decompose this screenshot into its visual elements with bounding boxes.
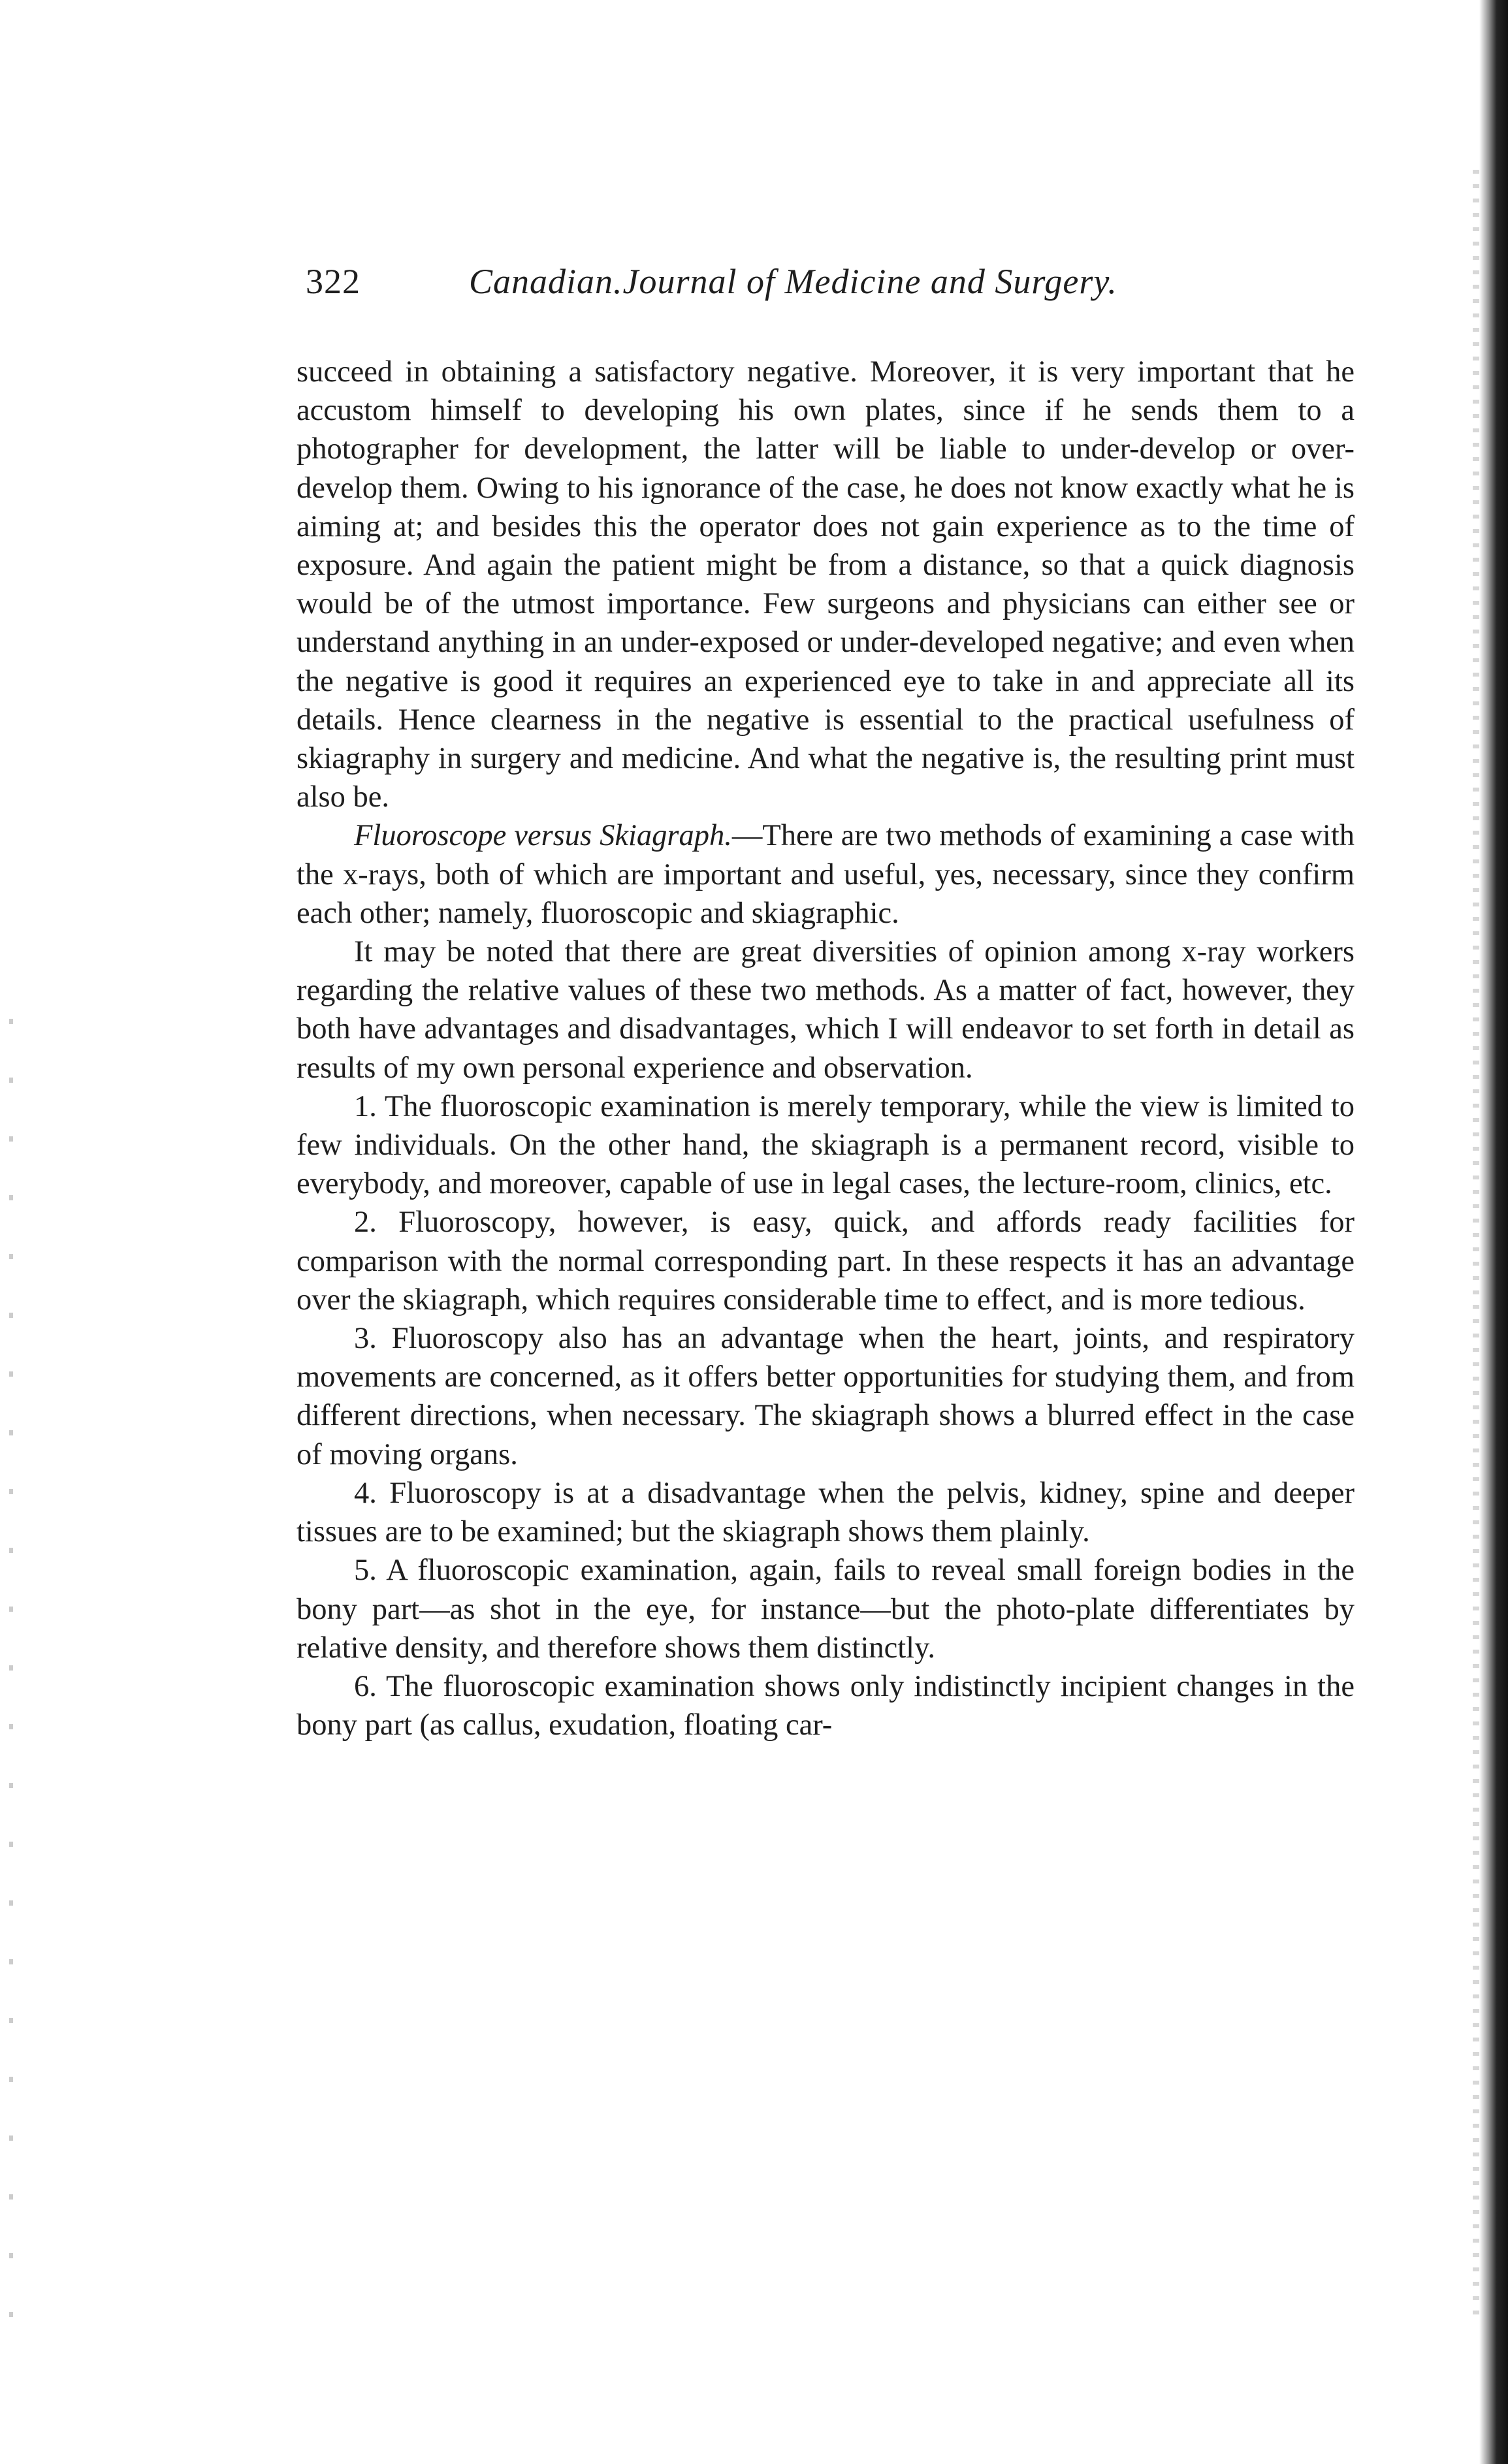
numbered-point-2-text: 2. Fluoroscopy, however, is easy, quick, and affords ready facilities for comparison with the normal corresponding part. In these respects it has an advantage over the skiagraph, which requires considerable time to effect, and is more tedious. xyxy=(297,1206,1355,1317)
numbered-point-3 xyxy=(297,1319,1355,1474)
numbered-point-6 xyxy=(297,1667,1355,1744)
numbered-point-2 xyxy=(297,1203,1355,1319)
paragraph-3-text: It may be noted that there are great diversities of opinion among x-ray workers regarding the relative values of these two methods. As a matter of fact, however, they both have advantages and disadvantages, which I will endeavor to set forth in detail as results of my own personal experience and observation. xyxy=(297,935,1355,1085)
numbered-point-5-text: 5. A fluoroscopic examination, again, fails to reveal small foreign bodies in the bony part—as shot in the eye, for instance—but the photo-plate differentiates by relative density, and therefore shows them distinctly. xyxy=(297,1554,1355,1665)
numbered-point-4-text: 4. Fluoroscopy is at a disadvantage when the pelvis, kidney, spine and deeper tissues are to be examined; but the skiagraph shows them plainly. xyxy=(297,1476,1355,1549)
numbered-point-5 xyxy=(297,1551,1355,1667)
numbered-point-1 xyxy=(297,1087,1355,1204)
numbered-point-3-text: 3. Fluoroscopy also has an advantage when the heart, joints, and respiratory movements are concerned, as it offers better opportunities for studying them, and from different directions, when necessary. The skiagraph shows a blurred effect in the case of moving organs. xyxy=(297,1322,1355,1471)
numbered-point-1-text: 1. The fluoroscopic examination is merely temporary, while the view is limited to few individuals. On the other hand, the skiagraph is a permanent record, visible to everybody, and moreover, capable of use in legal cases, the lecture-room, clinics, etc. xyxy=(297,1089,1355,1201)
paragraph-2 xyxy=(297,816,1355,933)
binding-shadow xyxy=(1479,0,1508,2464)
paragraph-1-text: succeed in obtaining a satisfactory negative. Moreover, it is very important that he accustom himself to developing his own plates, since if he sends them to a photographer for development, the latter will be liable to under-develop or over-develop them. Owing to his ignorance of the case, he does not know exactly what he is aiming at; and besides this the operator does not gain experience as to the time of exposure. And again the patient might be from a distance, so that a quick diagnosis would be of the utmost importance. Few surgeons and physicians can either see or understand anything in an under-exposed or under-developed negative; and even when the negative is good it requires an experienced eye to take in and appreciate all its details. Hence clearness in the negative is essential to the practical usefulness of skiagraphy in surgery and medicine. And what the negative is, the resulting print must also be. xyxy=(297,355,1355,814)
section-heading: Fluoroscope versus Skiagraph. xyxy=(354,819,732,853)
numbered-point-4 xyxy=(297,1474,1355,1551)
margin-specks xyxy=(9,1019,13,2325)
running-title: Canadian.Journal of Medicine and Surgery. xyxy=(469,262,1117,301)
paragraph-1 xyxy=(297,353,1355,816)
binding-specks xyxy=(1473,170,1479,2325)
numbered-point-6-text: 6. The fluoroscopic examination shows only indistinctly incipient changes in the bony part (as callus, exudation, floating car- xyxy=(297,1669,1355,1742)
page-number: 322 xyxy=(306,262,361,301)
paragraph-2-text: —There are two methods of examining a case with the x-rays, both of which are important and useful, yes, necessary, since they confirm each other; namely, fluoroscopic and skiagraphic. xyxy=(297,819,1355,930)
article-body xyxy=(297,353,1355,1744)
paragraph-3 xyxy=(297,933,1355,1087)
page-header xyxy=(306,261,1383,320)
